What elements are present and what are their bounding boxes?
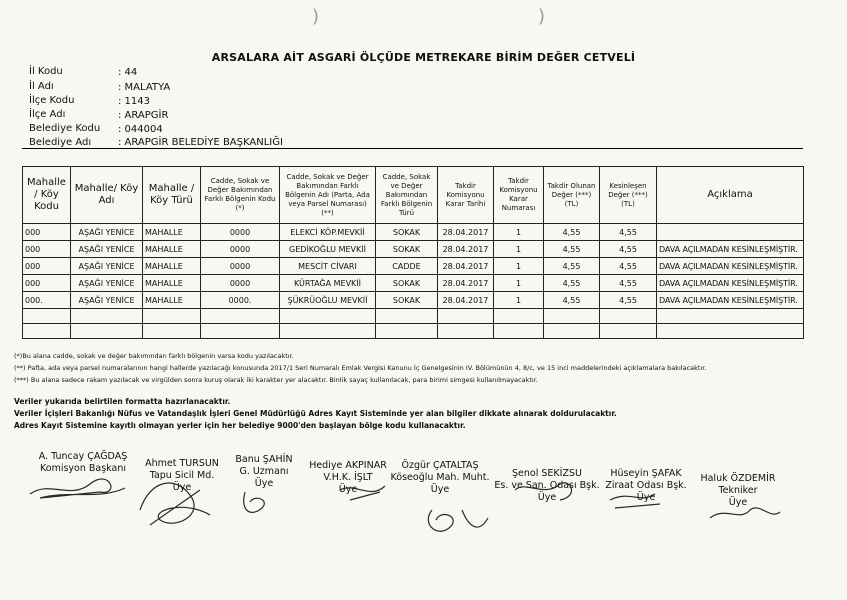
cell-aciklama: DAVA AÇILMADAN KESİNLEŞMİŞTİR. <box>657 241 804 258</box>
cell-bolge-turu: SOKAK <box>376 275 438 292</box>
cell-bolge-kodu: 0000 <box>201 224 280 241</box>
cell-kesinlesen-deger: 4,55 <box>600 224 657 241</box>
table-row <box>23 275 804 292</box>
il-kodu-value: : 44 <box>118 67 138 78</box>
table-row-empty <box>23 324 804 339</box>
belediye-adi-label: Belediye Adı <box>29 137 92 148</box>
col-header-bolge-kodu: Cadde, Sokak ve Değer Bakımından Farklı Bölgenin Kodu (*) <box>201 167 280 224</box>
cell-mahalle-kodu: 000 <box>23 224 71 241</box>
cell-karar-tarihi: 28.04.2017 <box>438 258 494 275</box>
signatory-name: Hüseyin ŞAFAK <box>610 468 682 479</box>
signatory-role: Üye <box>254 478 274 489</box>
signature-sekizsu <box>515 483 572 500</box>
cell-takdir-degeri: 4,55 <box>544 258 600 275</box>
signature-cagdas <box>30 479 125 498</box>
document-title: ARSALARA AİT ASGARİ ÖLÇÜDE METREKARE BİRİM DEĞER CETVELİ <box>211 51 636 64</box>
cell-aciklama: DAVA AÇILMADAN KESİNLEŞMİŞTİR. <box>657 258 804 275</box>
signatory-role: Üye <box>728 497 748 508</box>
cell-mahalle-adi: AŞAĞI YENİCE <box>71 292 143 309</box>
meta-divider <box>22 148 803 149</box>
col-header-karar-tarihi: Takdir Komisyonu Karar Tarihi <box>438 167 494 224</box>
info-line-1: Veriler yukarıda belirtilen formatta hazırlanacaktır. <box>14 397 231 406</box>
footnote-1: (*)Bu alana cadde, sokak ve değer bakımından farklı bölgenin varsa kodu yazılacaktır. <box>14 352 294 360</box>
cell-mahalle-kodu: 000 <box>23 275 71 292</box>
signatory-title: V.H.K. İŞLT <box>323 472 373 483</box>
table-row <box>23 292 804 309</box>
cell-mahalle-kodu: 000 <box>23 241 71 258</box>
cell-karar-tarihi: 28.04.2017 <box>438 292 494 309</box>
cell-mahalle-adi: AŞAĞI YENİCE <box>71 258 143 275</box>
ilce-kodu-value: : 1143 <box>118 96 150 107</box>
cell-takdir-degeri: 4,55 <box>544 292 600 309</box>
ilce-kodu-label: İlçe Kodu <box>29 95 75 106</box>
cell-mahalle-kodu: 000. <box>23 292 71 309</box>
signatory-name: Hediye AKPINAR <box>309 460 387 471</box>
cell-karar-numarasi: 1 <box>494 241 544 258</box>
cell-bolge-adi: ŞÜKRÜOĞLU MEVKİİ <box>280 292 376 309</box>
cell-mahalle-kodu: 000 <box>23 258 71 275</box>
cell-bolge-adi: MESCİT CİVARI <box>280 258 376 275</box>
punch-mark-left: ) <box>312 6 320 27</box>
signature-tursun <box>140 483 210 525</box>
signatory-name: Banu ŞAHİN <box>235 454 293 465</box>
cell-mahalle-turu: MAHALLE <box>143 258 201 275</box>
cell-kesinlesen-deger: 4,55 <box>600 292 657 309</box>
col-header-mahalle-adi: Mahalle/ Köy Adı <box>71 167 143 224</box>
cell-mahalle-adi: AŞAĞI YENİCE <box>71 275 143 292</box>
col-header-kesinlesen-deger: Kesinleşen Değer (***) (TL) <box>600 167 657 224</box>
cell-bolge-kodu: 0000. <box>201 292 280 309</box>
signatory-name: Özgür ÇATALTAŞ <box>401 460 479 471</box>
cell-takdir-degeri: 4,55 <box>544 241 600 258</box>
cell-bolge-turu: CADDE <box>376 258 438 275</box>
signatory-title: Es. ve San. Odası Bşk. <box>494 480 600 491</box>
signatory-name: Şenol SEKİZSU <box>512 468 582 479</box>
cell-bolge-turu: SOKAK <box>376 241 438 258</box>
footnote-2: (**) Pafta, ada veya parsel numaralarının hangi hallerde yazılacağı konusunda 2017/1 Seri Numaralı Emlak Vergisi Kanunu İç Genelgesinin IV. Bölümünün 4, 8/c, ve 15 inci maddelerindeki açıklamalara bakılacaktır. <box>14 364 707 372</box>
belediye-adi-value: : ARAPGİR BELEDİYE BAŞKANLIĞI <box>118 137 283 148</box>
col-header-karar-numarasi: Takdir Komisyonu Karar Numarası <box>494 167 544 224</box>
cell-aciklama <box>657 224 804 241</box>
cell-bolge-adi: GEDİKOĞLU MEVKİİ <box>280 241 376 258</box>
signatory-title: Komisyon Başkanı <box>40 463 126 474</box>
cell-takdir-degeri: 4,55 <box>544 224 600 241</box>
il-adi-value: : MALATYA <box>118 82 171 93</box>
cell-karar-numarasi: 1 <box>494 224 544 241</box>
signatory-role: Üye <box>537 492 557 503</box>
signatory-title: Ziraat Odası Bşk. <box>605 480 687 491</box>
cell-mahalle-turu: MAHALLE <box>143 292 201 309</box>
col-header-mahalle-kodu: Mahalle / Köy Kodu <box>23 167 71 224</box>
signature-safak <box>610 494 660 508</box>
col-header-mahalle-turu: Mahalle / Köy Türü <box>143 167 201 224</box>
cell-aciklama: DAVA AÇILMADAN KESİNLEŞMİŞTİR. <box>657 292 804 309</box>
cell-karar-tarihi: 28.04.2017 <box>438 241 494 258</box>
cell-bolge-adi: KÜRTAĞA MEVKİİ <box>280 275 376 292</box>
info-line-2: Veriler İçişleri Bakanlığı Nüfus ve Vatandaşlık İşleri Genel Müdürlüğü Adres Kayıt Sisteminde yer alan bilgiler dikkate alınarak doldurulacaktır. <box>14 409 617 418</box>
cell-bolge-adi: ELEKCİ KÖP.MEVKİİ <box>280 224 376 241</box>
unit-value-table <box>22 166 804 339</box>
col-header-aciklama: Açıklama <box>657 167 804 224</box>
cell-kesinlesen-deger: 4,55 <box>600 241 657 258</box>
signatory-role: Üye <box>430 484 450 495</box>
signature-ozdemir <box>710 508 780 518</box>
punch-mark-right: ) <box>538 6 546 27</box>
cell-aciklama: DAVA AÇILMADAN KESİNLEŞMİŞTİR. <box>657 275 804 292</box>
info-line-3: Adres Kayıt Sistemine kayıtlı olmayan yerler için her belediye 9000'den başlayan bölge kodu kullanacaktır. <box>14 421 466 430</box>
cell-mahalle-turu: MAHALLE <box>143 224 201 241</box>
cell-mahalle-adi: AŞAĞI YENİCE <box>71 241 143 258</box>
il-kodu-label: İl Kodu <box>29 66 63 77</box>
cell-mahalle-turu: MAHALLE <box>143 275 201 292</box>
cell-bolge-kodu: 0000 <box>201 258 280 275</box>
cell-karar-numarasi: 1 <box>494 258 544 275</box>
signature-sahin <box>244 492 265 512</box>
table-row <box>23 258 804 275</box>
table-row-empty <box>23 309 804 324</box>
il-adi-label: İl Adı <box>29 81 54 92</box>
table-header-row <box>23 167 804 224</box>
signatory-title: G. Uzmanı <box>239 466 289 477</box>
cell-karar-numarasi: 1 <box>494 275 544 292</box>
table-row <box>23 241 804 258</box>
cell-bolge-turu: SOKAK <box>376 224 438 241</box>
cell-kesinlesen-deger: 4,55 <box>600 275 657 292</box>
cell-takdir-degeri: 4,55 <box>544 275 600 292</box>
signatory-title: Tekniker <box>718 485 758 496</box>
signatory-role: Üye <box>338 484 358 495</box>
cell-karar-tarihi: 28.04.2017 <box>438 224 494 241</box>
signatory-name: Haluk ÖZDEMİR <box>700 473 776 484</box>
col-header-bolge-adi: Cadde, Sokak ve Değer Bakımından Farklı Bölgenin Adı (Parta, Ada veya Parsel Numarası)(**) <box>280 167 376 224</box>
cell-kesinlesen-deger: 4,55 <box>600 258 657 275</box>
col-header-takdir-degeri: Takdir Olunan Değer (***) (TL) <box>544 167 600 224</box>
signatory-name: A. Tuncay ÇAĞDAŞ <box>38 451 128 462</box>
handwritten-signatures <box>0 470 847 580</box>
table-row <box>23 224 804 241</box>
ilce-adi-label: İlçe Adı <box>29 109 66 120</box>
cell-mahalle-turu: MAHALLE <box>143 241 201 258</box>
cell-mahalle-adi: AŞAĞI YENİCE <box>71 224 143 241</box>
signature-cataltas <box>428 510 488 531</box>
ilce-adi-value: : ARAPGİR <box>118 110 169 121</box>
cell-bolge-kodu: 0000 <box>201 275 280 292</box>
cell-karar-numarasi: 1 <box>494 292 544 309</box>
cell-bolge-turu: SOKAK <box>376 292 438 309</box>
footnote-3: (***) Bu alana sadece rakam yazılacak ve virgülden sonra kuruş olarak iki karakter yer alacaktır. Binlik sayaç kullanılacak, para birimi simgesi kullanılmayacaktır. <box>14 376 538 384</box>
col-header-bolge-turu: Cadde, Sokak ve Değer Bakımından Farklı Bölgenin Türü <box>376 167 438 224</box>
signatory-role: Üye <box>172 482 192 493</box>
signatory-role: Üye <box>636 492 656 503</box>
signatory-title: Köseoğlu Mah. Muht. <box>390 472 490 483</box>
signature-akpinar <box>340 486 385 500</box>
belediye-kodu-value: : 044004 <box>118 124 163 135</box>
cell-bolge-kodu: 0000 <box>201 241 280 258</box>
signatory-title: Tapu Sicil Md. <box>149 470 215 481</box>
belediye-kodu-label: Belediye Kodu <box>29 123 101 134</box>
signatory-name: Ahmet TURSUN <box>145 458 219 469</box>
cell-karar-tarihi: 28.04.2017 <box>438 275 494 292</box>
